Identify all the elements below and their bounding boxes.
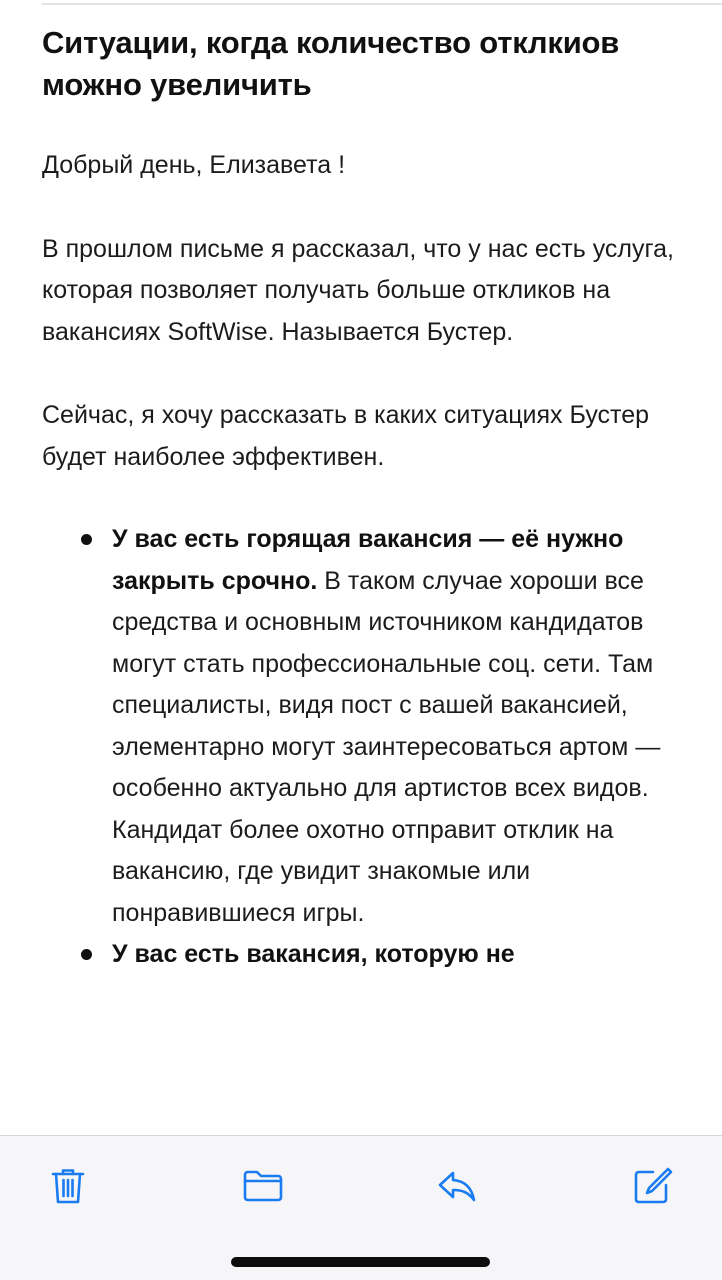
top-divider xyxy=(42,3,722,5)
folder-icon xyxy=(242,1165,284,1207)
home-indicator xyxy=(231,1257,490,1267)
bullet-bold-text: У вас есть вакансия, которую не xyxy=(112,940,515,968)
reply-button[interactable] xyxy=(430,1159,484,1213)
move-to-folder-button[interactable] xyxy=(236,1159,290,1213)
list-item xyxy=(42,519,692,934)
bullet-list xyxy=(42,519,692,976)
bullet-bold-text: У вас есть горящая вакансия — её нужно закрыть срочно. xyxy=(112,525,624,595)
compose-icon xyxy=(631,1165,673,1207)
reply-icon xyxy=(436,1165,478,1207)
email-paragraph-1: В прошлом письме я рассказал, что у нас есть услуга, которая позволяет получать больше откликов на вакансиях SoftWise. Называется Бустер. xyxy=(42,234,674,346)
email-paragraph-2: Сейчас, я хочу рассказать в каких ситуациях Бустер будет наиболее эффективен. xyxy=(42,401,650,471)
email-greeting: Добрый день, Елизавета ! xyxy=(42,151,346,179)
list-item xyxy=(42,934,692,976)
email-subject: Ситуации, когда количество отклкиов можно увеличить xyxy=(42,25,620,102)
compose-button[interactable] xyxy=(625,1159,679,1213)
trash-icon xyxy=(47,1165,89,1207)
delete-button[interactable] xyxy=(41,1159,95,1213)
email-body xyxy=(42,22,692,1135)
bullet-text: В таком случае хороши все средства и основным источником кандидатов могут стать профессиональные соц. сети. Там специалисты, видя пост с вашей вакансией, элементарно могут заинтересоваться артом — особенно актуально для артистов всех видов. Кандидат более охотно отправит отклик на вакансию, где увидит знакомые или понравившиеся игры. xyxy=(112,566,661,927)
